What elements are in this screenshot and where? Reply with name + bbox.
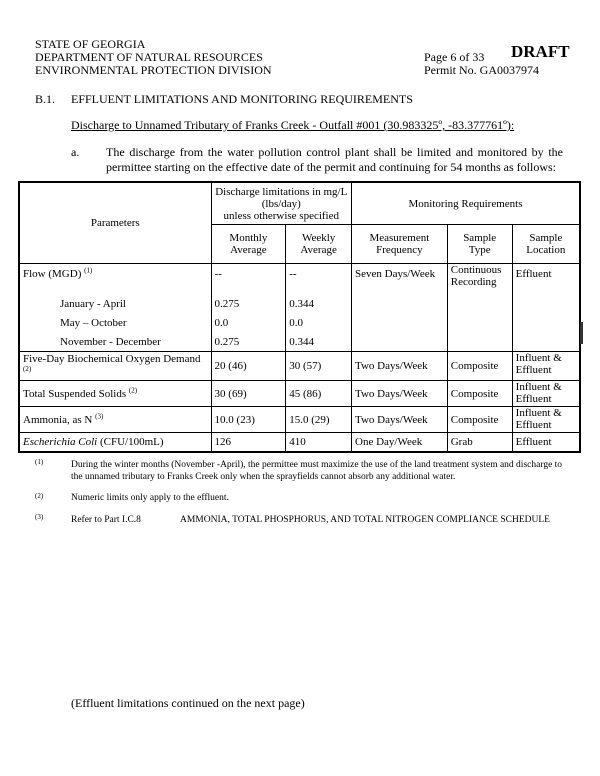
- ecoli-sample-type: Grab: [447, 433, 512, 453]
- flow-location: Effluent: [512, 264, 580, 295]
- ammonia-sample-type: Composite: [447, 407, 512, 433]
- footnote-1-text: During the winter months (November -April), the permittee must maximize the use of the land treatment system and discharge to the unnamed tributary to Franks Creek only when the sprayfields cannot absorb any additional water.: [71, 460, 563, 482]
- param-bod: Five-Day Biochemical Oxygen Demand $^{(2)}$: [19, 352, 211, 381]
- table-row: [19, 352, 580, 381]
- param-ammonia: Ammonia, as N $^{(3)}$: [19, 407, 211, 433]
- bod-location: Influent & Effluent: [512, 352, 580, 381]
- page-number: Page 6 of 33: [424, 50, 485, 64]
- flow-sample-type: Continuous Recording: [447, 264, 512, 295]
- table-row: [19, 332, 580, 352]
- table-row: [19, 381, 580, 407]
- footnote-2-mark: (2): [35, 492, 44, 500]
- ammonia-location: Influent & Effluent: [512, 407, 580, 433]
- tss-sample-type: Composite: [447, 381, 512, 407]
- may-monthly: 0.0: [211, 313, 286, 332]
- ecoli-location: Effluent: [512, 433, 580, 453]
- tss-weekly: 45 (86): [286, 381, 352, 407]
- param-november-december: November - December: [60, 335, 161, 348]
- table-row: [19, 433, 580, 453]
- table-row: [19, 294, 580, 313]
- header-weekly-average: Weekly Average: [286, 225, 352, 264]
- footnote-3-mark: (3): [35, 513, 44, 521]
- bod-sample-type: Composite: [447, 352, 512, 381]
- param-flow: Flow (MGD) $^{(1)}$: [23, 266, 93, 280]
- header-monitoring-requirements: Monitoring Requirements: [352, 182, 580, 225]
- table-row: [19, 313, 580, 332]
- tss-location: Influent & Effluent: [512, 381, 580, 407]
- header-discharge-limitations: Discharge limitations in mg/L (lbs/day) unless otherwise specified: [211, 182, 351, 225]
- bod-monthly: 20 (46): [211, 352, 286, 381]
- may-weekly: 0.0: [286, 313, 352, 332]
- paragraph-text: The discharge from the water pollution control plant shall be limited and monitored by the permittee starting on the effective date of the permit and continuing for 54 months as follows:: [106, 145, 563, 174]
- jan-weekly: 0.344: [286, 294, 352, 313]
- footnote-1-mark: (1): [35, 458, 44, 466]
- param-ecoli: Escherichia Coli (CFU/100mL): [19, 433, 211, 453]
- ecoli-monthly: 126: [211, 433, 286, 453]
- tss-frequency: Two Days/Week: [352, 381, 448, 407]
- tss-monthly: 30 (69): [211, 381, 286, 407]
- header-monthly-average: Monthly Average: [211, 225, 286, 264]
- nov-weekly: 0.344: [286, 332, 352, 352]
- footnote-3-title: AMMONIA, TOTAL PHOSPHORUS, AND TOTAL NITROGEN COMPLIANCE SCHEDULE: [180, 515, 550, 525]
- header-sample-location: Sample Location: [512, 225, 580, 264]
- flow-monthly: --: [211, 264, 286, 295]
- draft-label: DRAFT: [511, 42, 570, 61]
- scrollbar-thumb[interactable]: [580, 322, 583, 344]
- continued-note: (Effluent limitations continued on the next page): [71, 696, 305, 710]
- state-line: STATE OF GEORGIA: [35, 37, 146, 51]
- ecoli-frequency: One Day/Week: [352, 433, 448, 453]
- table-row: [19, 407, 580, 433]
- jan-monthly: 0.275: [211, 294, 286, 313]
- footnote-2-text: Numeric limits only apply to the effluent.: [71, 493, 229, 503]
- header-parameters: Parameters: [19, 182, 211, 264]
- agency-header: [35, 38, 272, 77]
- table-header-row: [19, 182, 580, 225]
- ecoli-weekly: 410: [286, 433, 352, 453]
- section-number: B.1.: [35, 92, 56, 106]
- header-sample-type: Sample Type: [447, 225, 512, 264]
- param-january-april: January - April: [60, 297, 126, 310]
- discharge-description: Discharge to Unnamed Tributary of Franks Creek - Outfall #001 (30.983325º, -83.377761º):: [71, 118, 515, 132]
- ammonia-weekly: 15.0 (29): [286, 407, 352, 433]
- section-title: EFFLUENT LIMITATIONS AND MONITORING REQUIREMENTS: [71, 92, 413, 106]
- ammonia-frequency: Two Days/Week: [352, 407, 448, 433]
- department-line: DEPARTMENT OF NATURAL RESOURCES: [35, 50, 263, 64]
- bod-frequency: Two Days/Week: [352, 352, 448, 381]
- param-may-october: May – October: [60, 316, 127, 329]
- flow-weekly: --: [286, 264, 352, 295]
- table-row: [19, 264, 580, 295]
- effluent-limitations-table: [18, 181, 581, 453]
- permit-number: Permit No. GA0037974: [424, 63, 539, 77]
- bod-weekly: 30 (57): [286, 352, 352, 381]
- flow-frequency: Seven Days/Week: [352, 264, 448, 295]
- division-line: ENVIRONMENTAL PROTECTION DIVISION: [35, 63, 272, 77]
- paragraph-label: a.: [71, 145, 80, 159]
- footnote-3-ref: Refer to Part I.C.8: [71, 515, 141, 525]
- ammonia-monthly: 10.0 (23): [211, 407, 286, 433]
- nov-monthly: 0.275: [211, 332, 286, 352]
- header-measurement-frequency: Measurement Frequency: [352, 225, 448, 264]
- param-tss: Total Suspended Solids $^{(2)}$: [19, 381, 211, 407]
